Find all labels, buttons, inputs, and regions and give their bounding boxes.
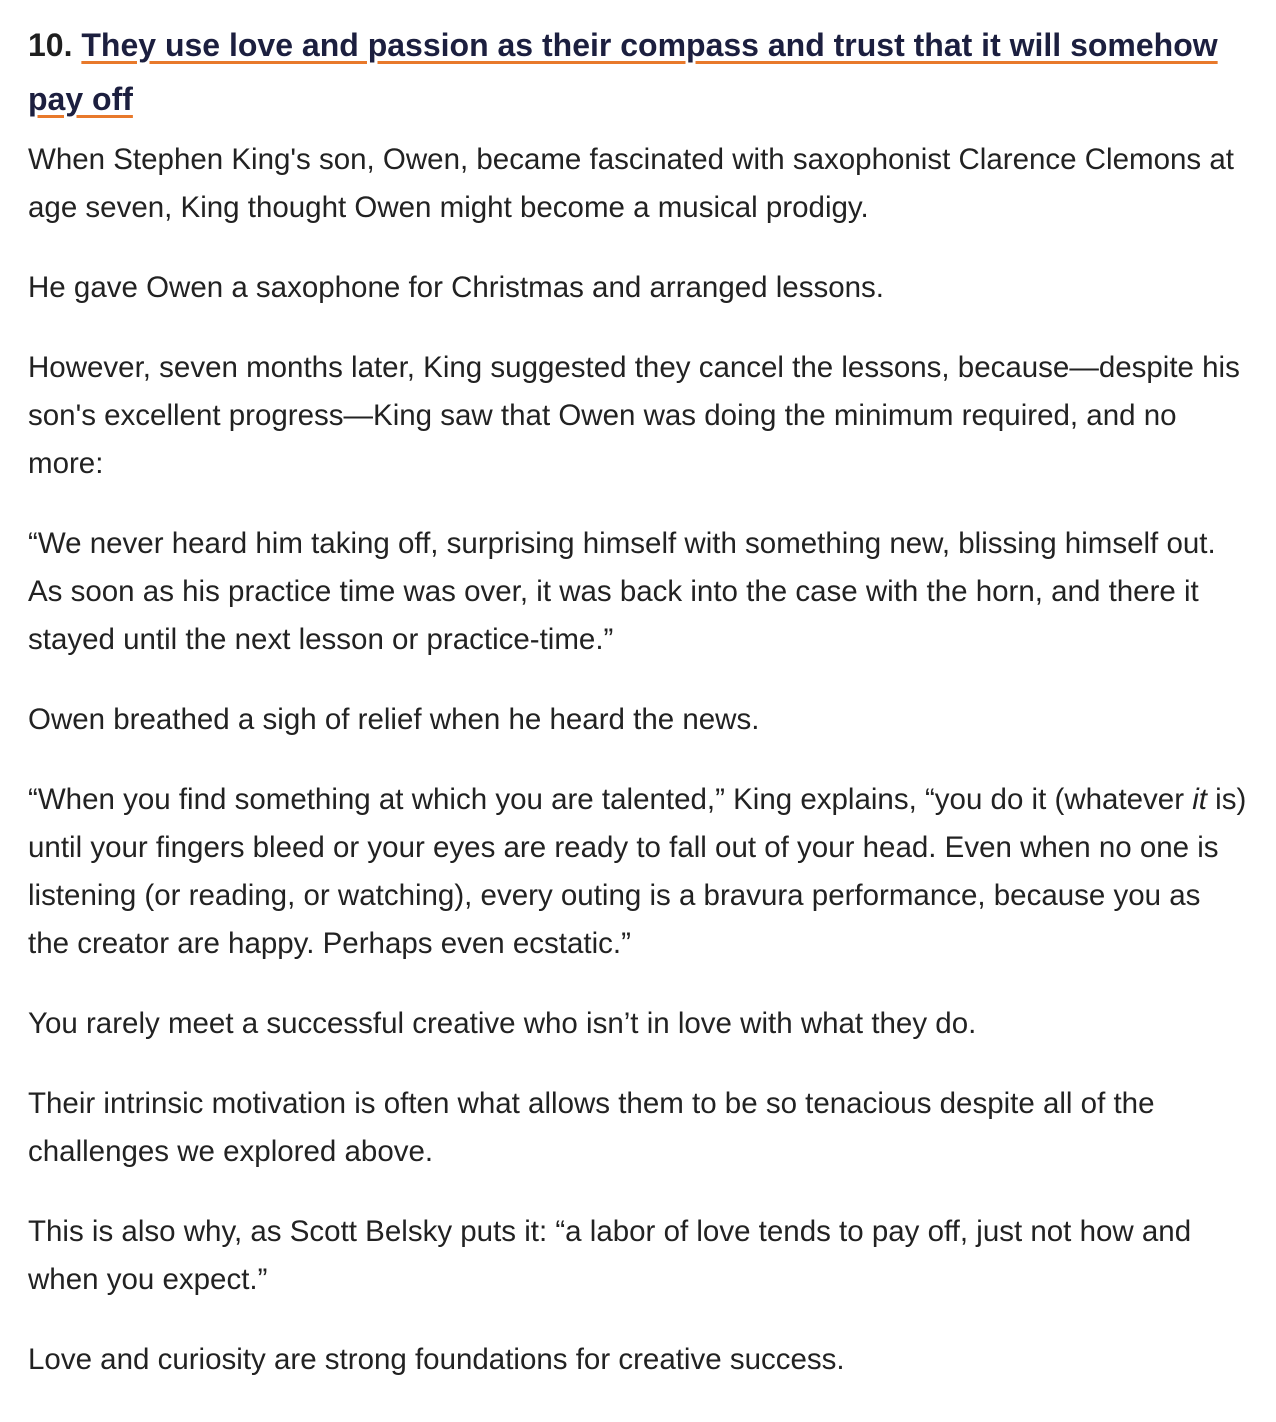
paragraph-9: This is also why, as Scott Belsky puts it: “a labor of love tends to pay off, just not how and when you expect.” [28, 1215, 1192, 1296]
paragraph-7: You rarely meet a successful creative who isn’t in love with what they do. [28, 1007, 977, 1040]
section-heading [28, 18, 1248, 126]
paragraph-8: Their intrinsic motivation is often what allows them to be so tenacious despite all of the challenges we explored above. [28, 1087, 1155, 1168]
paragraph-10: Love and curiosity are strong foundations for creative success. [28, 1343, 845, 1376]
quote-text-start: “When you find something at which you are talented,” King explains, “you do it (whatever [28, 783, 1193, 816]
quote-text-end: is) until your fingers bleed or your eyes are ready to fall out of your head. Even when no one is listening (or reading, or watching), every outing is a bravura performance, because you as the creator are happy. Perhaps even ecstatic.” [28, 783, 1247, 960]
paragraph-1: When Stephen King's son, Owen, became fascinated with saxophonist Clarence Clemons at age seven, King thought Owen might become a musical prodigy. [28, 143, 1234, 224]
quote-italic-word: it [1192, 783, 1207, 816]
paragraph-3: However, seven months later, King suggested they cancel the lessons, because—despite his son's excellent progress—King saw that Owen was doing the minimum required, and no more: [28, 351, 1240, 480]
quote-paragraph-1: “We never heard him taking off, surprising himself with something new, blissing himself out. As soon as his practice time was over, it was back into the case with the horn, and there it stayed until the next lesson or practice-time.” [28, 527, 1216, 656]
paragraph-2: He gave Owen a saxophone for Christmas and arranged lessons. [28, 271, 884, 304]
section-heading-link[interactable]: They use love and passion as their compass and trust that it will somehow pay off [28, 27, 1218, 117]
paragraph-5: Owen breathed a sigh of relief when he heard the news. [28, 703, 760, 736]
quote-paragraph-2 [28, 776, 1248, 968]
section-number: 10. [28, 27, 73, 63]
